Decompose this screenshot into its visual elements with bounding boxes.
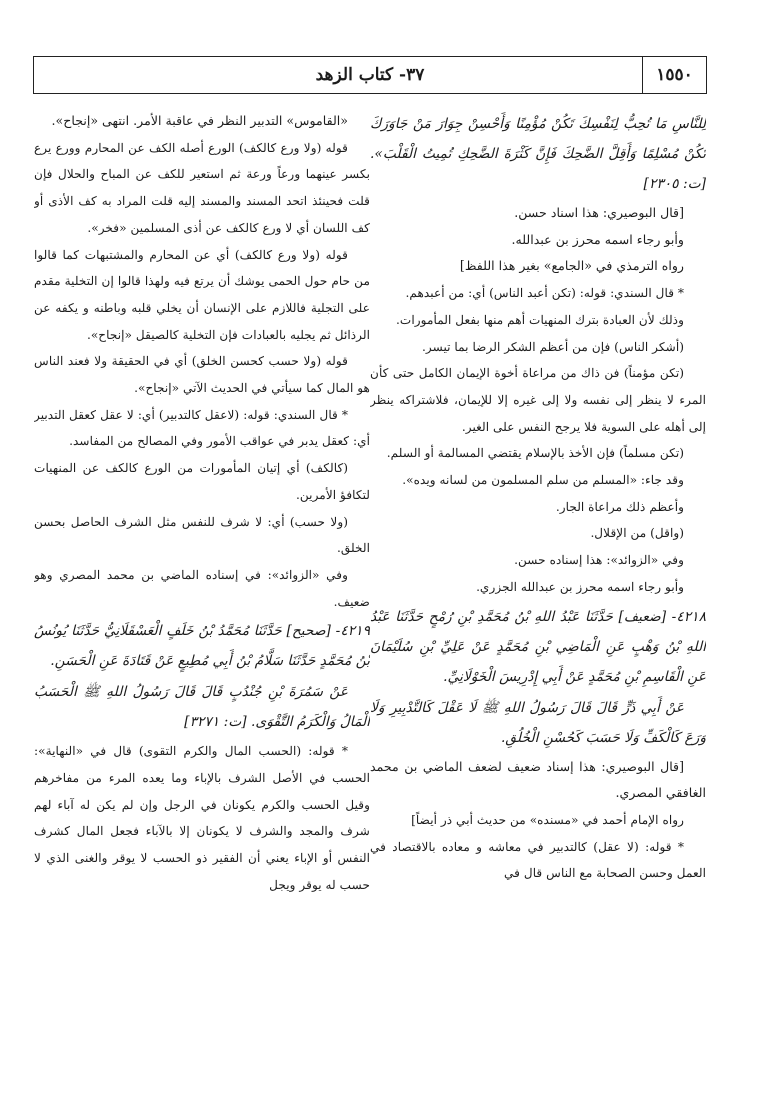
commentary-paragraph: قوله (ولا ورع كالكف) الورع أصله الكف عن المحارم وورع يرع بكسر عينهما ورعاً ورعة ثم استعير للكف عن المباح والحلال فإن قلت فحينئذ اتحد المسند والمسند إليه قلت المراد به كف الأذى أو كف اللسان أي لا ورع كالكف عن أذى المسلمين «فخر». <box>34 140 370 235</box>
hadith-4218-matn: عَنْ أَبِي ذَرٍّ قَالَ قَالَ رَسُولُ اللهِ ﷺ لَا عَقْلَ كَالتَّدْبِيرِ وَلَا وَرَعَ كَالْكَفِّ وَلَا حَسَبَ كَحُسْنِ الْخُلُقِ. <box>370 699 706 746</box>
commentary-paragraph: (واقل) من الإقلال. <box>590 526 684 541</box>
chapter-title: ٣٧- كتاب الزهد <box>315 65 425 85</box>
page-header <box>33 56 707 94</box>
tirmidhi-note: رواه الترمذي في «الجامع» بغير هذا اللفظ] <box>459 258 684 274</box>
hadith-4219-isnad: ٤٢١٩- [صحيح] حَدَّثَنَا مُحَمَّدُ بْنُ خَلَفٍ الْعَسْقَلَانِيُّ حَدَّثَنَا يُونُسُ بْنُ مُحَمَّدٍ حَدَّثَنَا سَلَّامُ بْنُ أَبِي مُطِيعٍ عَنْ قَتَادَةَ عَنِ الْحَسَنِ. <box>34 623 370 670</box>
commentary-paragraph: «القاموس» التدبير النظر في عاقبة الأمر. انتهى «إنجاح». <box>51 113 348 128</box>
commentary-paragraph: (أشكر الناس) فإن من أعظم الشكر الرضا بما تيسر. <box>422 339 684 354</box>
hadith-4218-isnad: ٤٢١٨- [ضعيف] حَدَّثَنَا عَبْدُ اللهِ بْنُ مُحَمَّدِ بْنِ رُمْحٍ حَدَّثَنَا عَبْدُ اللهِ بْنُ وَهْبٍ عَنِ الْمَاضِي بْنِ مُحَمَّدٍ عَنْ عَلِيِّ بْنِ سُلَيْمَانَ عَنِ الْقَاسِمِ بْنِ مُحَمَّدٍ عَنْ أَبِي إِدْرِيسَ الْخَوْلَانِيِّ. <box>370 608 706 685</box>
commentary-paragraph: (تكن مسلماً) فإن الأخذ بالإسلام يقتضي المسالمة أو السلم. <box>386 446 684 461</box>
commentary-paragraph: قوله (ولا ورع كالكف) أي عن المحارم والمشتبهات كما قالوا من حام حول الحمى يوشك أن يرتع فيه ولهذا قالوا إن التخلية مقدم على التجلية فاللازم على الإنسان أن يخلي قلبه وباطنه و يكفه عن الرذائل ثم يجليه بالعبادات فإن التخلية كالصيقل «إنجاح». <box>34 247 370 342</box>
commentary-paragraph: (كالكف) أي إتيان المأمورات من الورع كالكف عن المنهيات لتكافؤ الأمرين. <box>34 461 370 502</box>
commentary-paragraph: * قوله: (لا عقل) كالتدبير في معاشه و معاده بالاقتصاد في العمل وحسن الصحابة مع الناس قال في <box>370 839 706 881</box>
commentary-paragraph: وقد جاء: «المسلم من سلم المسلمون من لسانه ويده». <box>402 473 684 488</box>
hadith-4219-matn: عَنْ سَمُرَةَ بْنِ جُنْدُبٍ قَالَ قَالَ رَسُولُ اللهِ ﷺ الْحَسَبُ الْمَالُ وَالْكَرَمُ التَّقْوَى. [ت: ٣٢٧١] <box>34 684 370 731</box>
right-column <box>370 108 706 1068</box>
commentary-paragraph: وأعظم ذلك مراعاة الجار. <box>555 499 684 514</box>
commentary-paragraph: قوله (ولا حسب كحسن الخلق) أي في الحقيقة ولا فعند الناس هو المال كما سيأتي في الحديث الآتي «إنجاح». <box>34 354 370 396</box>
page-number: ١٥٥٠ <box>642 57 706 93</box>
busiri-note: [قال البوصيري: هذا اسناد حسن. <box>514 205 684 220</box>
narrator-note: وأبو رجاء اسمه محرز بن عبدالله. <box>511 231 684 247</box>
narrator-note: وأبو رجاء اسمه محرز بن عبدالله الجزري. <box>476 579 684 594</box>
commentary-paragraph: (تكن مؤمناً) فن ذاك من مراعاة أخوة الإيمان الكامل حتى كأن المرء لا ينظر إلى نفسه ولا إلى غيره إلا للإيمان، فلاشتراكه ينظر إلى أهله على السوية فلا يرجح النفس على الغير. <box>370 366 706 434</box>
commentary-paragraph: (ولا حسب) أي: لا شرف للنفس مثل الشرف الحاصل بحسن الخلق. <box>34 514 370 556</box>
sindi-commentary: * قال السندي: قوله: (لاعقل كالتدبير) أي: لا عقل كعقل التدبير أي: كعقل يدبر في عواقب الأمور وفي المصالح من المفاسد. <box>34 407 370 449</box>
hadith-text: لِلنَّاسِ مَا تُحِبُّ لِنَفْسِكَ تَكُنْ مُؤْمِنًا وَأَحْسِنْ جِوَارَ مَنْ جَاوَرَكَ تَكُنْ مُسْلِمًا وَأَقِلَّ الضَّحِكَ فَإِنَّ كَثْرَةَ الضَّحِكِ تُمِيتُ الْقَلْبَ». [ت: ٢٣٠٥] <box>370 116 706 192</box>
zawaid-note: وفي «الزوائد»: في إسناده الماضي بن محمد المصري وهو ضعيف. <box>34 567 370 609</box>
sindi-commentary: * قال السندي: قوله: (تكن أعبد الناس) أي: من أعبدهم. <box>405 286 684 301</box>
ahmad-note: رواه الإمام أحمد في «مسنده» من حديث أبي ذر أيضاً] <box>411 812 684 827</box>
zawaid-note: وفي «الزوائد»: هذا إسناده حسن. <box>514 553 684 568</box>
left-column <box>34 108 370 1068</box>
commentary-paragraph: * قوله: (الحسب المال والكرم التقوى) قال في «النهاية»: الحسب في الأصل الشرف بالإباء وما يعده المرء من مفاخرهم وقيل الحسب والكرم يكونان في الرجل وإن لم يكن له آباء لهم شرف والمجد والشرف لا يكونان إلا بالآباء فجعل المال كشرف النفس أو الإباء يعني أن الفقير ذو الحسب لا يوقر والغنى الذي لا حسب له يوقر ويجل <box>34 744 370 892</box>
commentary-paragraph: وذلك لأن العبادة بترك المنهيات أهم منها بفعل المأمورات. <box>396 312 684 327</box>
busiri-note: [قال البوصيري: هذا إسناد ضعيف لضعف الماضي بن محمد الغافقي المصري. <box>370 758 706 801</box>
